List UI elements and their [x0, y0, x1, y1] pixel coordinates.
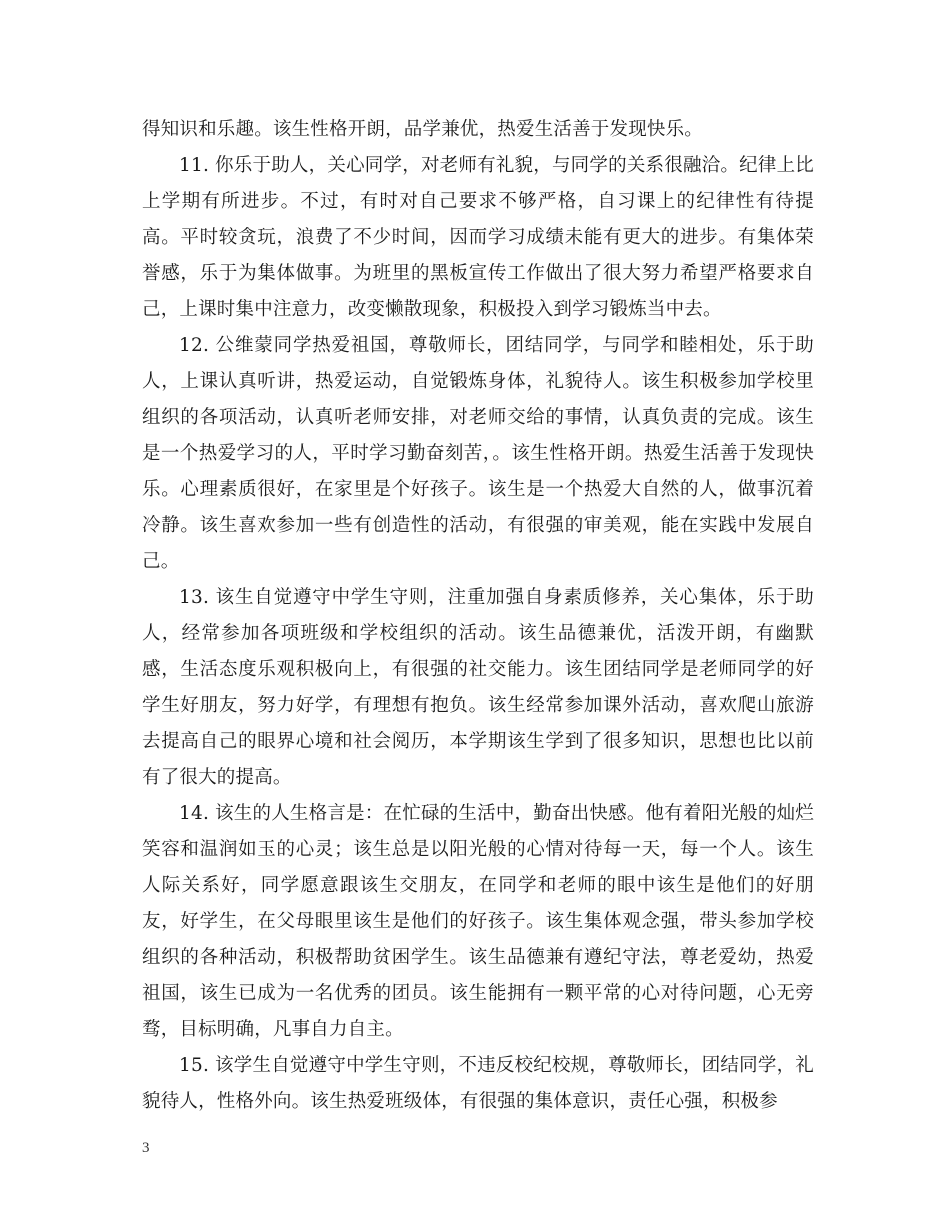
paragraph-number: 14. — [179, 803, 210, 824]
paragraph-text: 公维蒙同学热爱祖国，尊敬师长，团结同学，与同学和睦相处，乐于助人，上课认真听讲，热爱运动，自觉锻炼身体，礼貌待人。该生积极参加学校里组织的各项活动，认真听老师安排，对老师交给的事情，认真负责的完成。该生是一个热爱学习的人，平时学习勤奋刻苦，。该生性格开朗。热爱生活善于发现快乐。心理素质很好，在家里是个好孩子。该生是一个热爱大自然的人，做事沉着冷静。该生喜欢参加一些有创造性的活动，有很强的审美观，能在实践中发展自己。 — [142, 335, 814, 572]
paragraph-12 — [142, 328, 814, 580]
paragraph-11 — [142, 148, 814, 328]
paragraph-number: 15. — [179, 1055, 210, 1076]
paragraph-text: 得知识和乐趣。该生性格开朗，品学兼优，热爱生活善于发现快乐。 — [142, 119, 704, 140]
paragraph-14 — [142, 796, 814, 1048]
paragraph-text: 该学生自觉遵守中学生守则，不违反校纪校规，尊敬师长，团结同学，礼貌待人，性格外向。该生热爱班级体，有很强的集体意识，责任心强，积极参 — [142, 1055, 814, 1112]
paragraph-number: 13. — [179, 587, 210, 608]
paragraph-text: 该生的人生格言是：在忙碌的生活中，勤奋出快感。他有着阳光般的灿烂笑容和温润如玉的心灵；该生总是以阳光般的心情对待每一天，每一个人。该生人际关系好，同学愿意跟该生交朋友，在同学和老师的眼中该生是他们的好朋友，好学生，在父母眼里该生是他们的好孩子。该生集体观念强，带头参加学校组织的各种活动，积极帮助贫困学生。该生品德兼有遵纪守法，尊老爱幼，热爱祖国，该生已成为一名优秀的团员。该生能拥有一颗平常的心对待问题，心无旁骛，目标明确，凡事自力自主。 — [142, 803, 814, 1040]
paragraph-continuation — [142, 112, 814, 148]
paragraph-number: 11. — [179, 155, 210, 176]
paragraph-text: 你乐于助人，关心同学，对老师有礼貌，与同学的关系很融洽。纪律上比上学期有所进步。不过，有时对自己要求不够严格，自习课上的纪律性有待提高。平时较贪玩，浪费了不少时间，因而学习成绩未能有更大的进步。有集体荣誉感，乐于为集体做事。为班里的黑板宣传工作做出了很大努力希望严格要求自己，上课时集中注意力，改变懒散现象，积极投入到学习锻炼当中去。 — [142, 155, 814, 320]
page-number: 3 — [142, 1140, 150, 1156]
paragraph-number: 12. — [179, 335, 210, 356]
paragraph-15 — [142, 1048, 814, 1120]
paragraph-text: 该生自觉遵守中学生守则，注重加强自身素质修养，关心集体，乐于助人，经常参加各项班级和学校组织的活动。该生品德兼优，活泼开朗，有幽默感，生活态度乐观积极向上，有很强的社交能力。该生团结同学是老师同学的好学生好朋友，努力好学，有理想有抱负。该生经常参加课外活动，喜欢爬山旅游去提高自己的眼界心境和社会阅历，本学期该生学到了很多知识，思想也比以前有了很大的提高。 — [142, 587, 814, 788]
document-body — [142, 112, 814, 1120]
paragraph-13 — [142, 580, 814, 796]
